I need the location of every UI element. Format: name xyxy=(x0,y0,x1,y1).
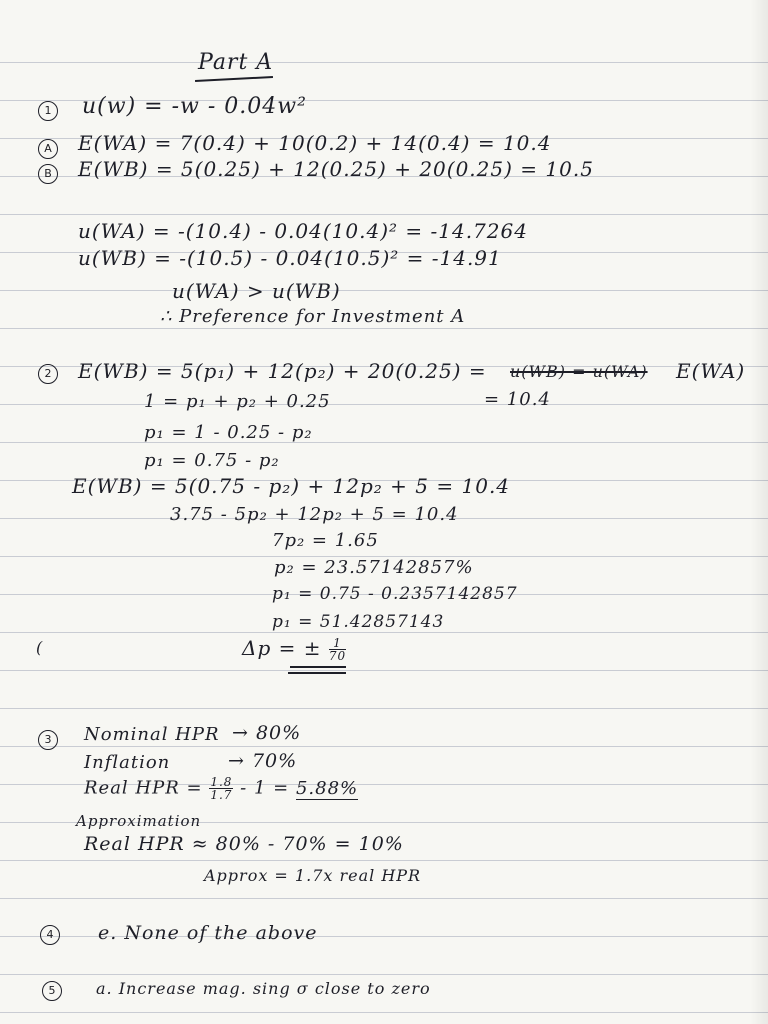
substituted-equation: E(WB) = 5(0.75 - p₂) + 12p₂ + 5 = 10.4 xyxy=(72,474,511,498)
approximation-heading: Approximation xyxy=(76,812,202,830)
p1-result: p₁ = 51.42857143 xyxy=(272,612,445,632)
expected-wealth-a: E(WA) = 7(0.4) + 10(0.2) + 14(0.4) = 10.4 xyxy=(78,131,552,155)
p1-simplified: p₁ = 0.75 - p₂ xyxy=(144,450,280,471)
question-2-number: 2 xyxy=(38,364,58,384)
utility-a: u(WA) = -(10.4) - 0.04(10.4)² = -14.7264 xyxy=(78,219,528,243)
real-hpr-result: 5.88% xyxy=(295,777,359,799)
page-edge-shadow xyxy=(750,0,768,1024)
question-3-number: 3 xyxy=(38,730,58,750)
real-hpr-operation: - 1 = xyxy=(240,777,290,799)
delta-p-underline-1 xyxy=(290,666,346,668)
expected-wealth-b: E(WB) = 5(0.25) + 12(0.25) + 20(0.25) = 10.5 xyxy=(78,157,594,181)
nominal-hpr-value: → 80% xyxy=(232,722,302,744)
approximation-note: Approx = 1.7x real HPR xyxy=(204,866,422,885)
part-b-label: B xyxy=(38,164,58,184)
delta-p-result xyxy=(242,636,346,662)
stray-parenthesis: ( xyxy=(36,638,44,657)
preference-conclusion: ∴ Preference for Investment A xyxy=(160,306,466,327)
probability-sum: 1 = p₁ + p₂ + 0.25 xyxy=(144,391,331,412)
question-1-number: 1 xyxy=(38,101,58,121)
inflation-value: → 70% xyxy=(228,750,298,772)
delta-p-fraction: $\frac{1}{70}$ xyxy=(328,636,347,663)
page-title: Part A xyxy=(198,50,274,75)
question-4-answer: e. None of the above xyxy=(98,922,318,944)
delta-p-label: Δp = ± xyxy=(242,636,322,660)
struck-out-text: u(WB) = u(WA) xyxy=(510,362,648,381)
expected-wealth-a-reference: E(WA) xyxy=(676,359,746,383)
equation-target-value: = 10.4 xyxy=(484,389,551,410)
p1-substitution: p₁ = 0.75 - 0.2357142857 xyxy=(272,584,518,604)
utility-b: u(WB) = -(10.5) - 0.04(10.5)² = -14.91 xyxy=(78,246,502,270)
part-a-label: A xyxy=(38,139,58,159)
nominal-hpr-label: Nominal HPR xyxy=(84,724,220,745)
inflation-label: Inflation xyxy=(84,752,171,773)
p1-rearranged: p₁ = 1 - 0.25 - p₂ xyxy=(144,422,313,443)
utility-comparison: u(WA) > u(WB) xyxy=(172,279,341,303)
question-5-number: 5 xyxy=(42,981,62,1001)
title-underline xyxy=(195,76,273,82)
utility-function: u(w) = -w - 0.04w² xyxy=(82,94,307,119)
real-hpr-label: Real HPR = xyxy=(84,777,203,799)
expanded-equation: 3.75 - 5p₂ + 12p₂ + 5 = 10.4 xyxy=(170,504,459,525)
real-hpr-fraction: $\frac{1.8}{1.7}$ xyxy=(210,775,233,802)
delta-p-underline-2 xyxy=(288,672,346,674)
real-hpr-approximation: Real HPR ≈ 80% - 70% = 10% xyxy=(84,833,404,855)
p2-coefficient-equation: 7p₂ = 1.65 xyxy=(272,530,379,551)
expected-wealth-b-equation: E(WB) = 5(p₁) + 12(p₂) + 20(0.25) = xyxy=(78,359,487,383)
question-4-number: 4 xyxy=(40,925,60,945)
p2-result: p₂ = 23.57142857% xyxy=(274,557,474,578)
question-5-answer: a. Increase mag. sing σ close to zero xyxy=(96,979,431,998)
real-hpr-formula xyxy=(84,776,358,801)
